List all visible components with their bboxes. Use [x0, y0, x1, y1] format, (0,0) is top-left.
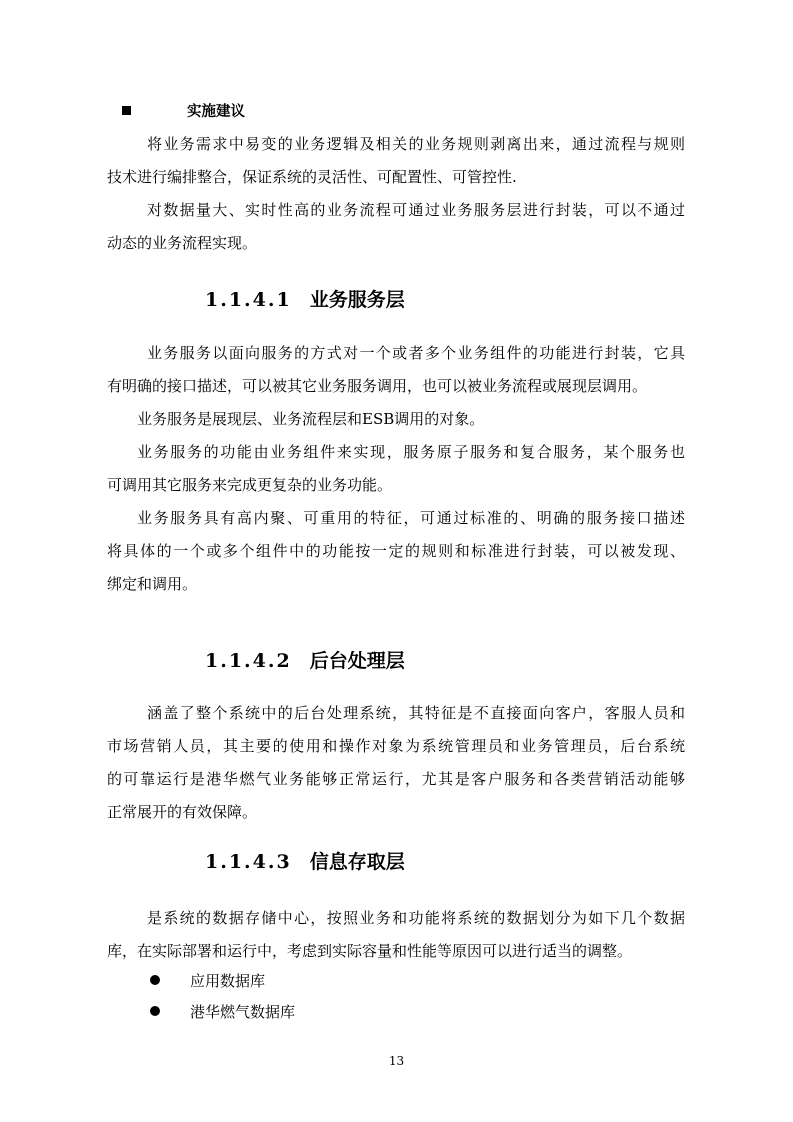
heading-title: 信息存取层	[309, 851, 405, 873]
text-line: 业务服务以面向服务的方式对一个或者多个业务组件的功能进行封装，它具	[147, 344, 685, 362]
paragraph	[107, 194, 685, 260]
heading-1-1-4-2	[205, 646, 405, 673]
text-line: 可调用其它服务来完成更复杂的业务功能。	[107, 476, 393, 494]
heading-title: 后台处理层	[309, 650, 405, 672]
square-bullet-icon	[122, 106, 131, 115]
text-line: 业务服务具有高内聚、可重用的特征，可通过标准的、明确的服务接口描述	[137, 509, 685, 527]
text-line: 是系统的数据存储中心，按照业务和功能将系统的数据划分为如下几个数据	[147, 909, 685, 927]
text-line: 市场营销人员，其主要的使用和操作对象为系统管理员和业务管理员，后台系统	[107, 737, 685, 755]
text-line: 动态的业务流程实现。	[107, 234, 258, 252]
text-line: 绑定和调用。	[107, 575, 198, 593]
paragraph	[107, 403, 685, 436]
text-line: 有明确的接口描述，可以被其它业务服务调用，也可以被业务流程或展现层调用。	[107, 377, 648, 395]
section-heading: 实施建议	[187, 103, 245, 120]
bullet-icon	[150, 975, 160, 985]
list-item: 港华燃气数据库	[190, 1003, 296, 1021]
text-line: 将业务需求中易变的业务逻辑及相关的业务规则剥离出来，通过流程与规则	[147, 135, 685, 153]
text-line: 涵盖了整个系统中的后台处理系统，其特征是不直接面向客户，客服人员和	[147, 704, 685, 722]
text-line: 库，在实际部署和运行中，考虑到实际容量和性能等原因可以进行适当的调整。	[107, 942, 633, 960]
paragraph	[107, 337, 685, 403]
heading-1-1-4-3	[205, 847, 405, 874]
heading-1-1-4-1	[205, 285, 405, 312]
bullet-icon	[150, 1006, 160, 1016]
paragraph	[107, 902, 685, 968]
paragraph	[107, 128, 685, 194]
heading-number: 1.1.4.3	[205, 851, 292, 873]
paragraph	[107, 436, 685, 502]
text-line: 的可靠运行是港华燃气业务能够正常运行，尤其是客户服务和各类营销活动能够	[107, 770, 685, 788]
heading-number: 1.1.4.2	[205, 650, 292, 672]
heading-number: 1.1.4.1	[205, 289, 292, 311]
heading-title: 业务服务层	[309, 289, 405, 311]
list-item: 应用数据库	[190, 972, 266, 990]
page-number: 13	[388, 1054, 405, 1068]
text-line: 正常展开的有效保障。	[107, 803, 258, 821]
paragraph	[107, 697, 685, 829]
text-line: 技术进行编排整合，保证系统的灵活性、可配置性、可管控性.	[107, 168, 517, 186]
text-line: 将具体的一个或多个组件中的功能按一定的规则和标准进行封装，可以被发现、	[107, 542, 685, 560]
paragraph	[107, 502, 685, 601]
text-line: 业务服务是展现层、业务流程层和ESB调用的对象。	[137, 410, 485, 428]
text-line: 业务服务的功能由业务组件来实现，服务原子服务和复合服务，某个服务也	[137, 443, 685, 461]
text-line: 对数据量大、实时性高的业务流程可通过业务服务层进行封装，可以不通过	[147, 201, 685, 219]
